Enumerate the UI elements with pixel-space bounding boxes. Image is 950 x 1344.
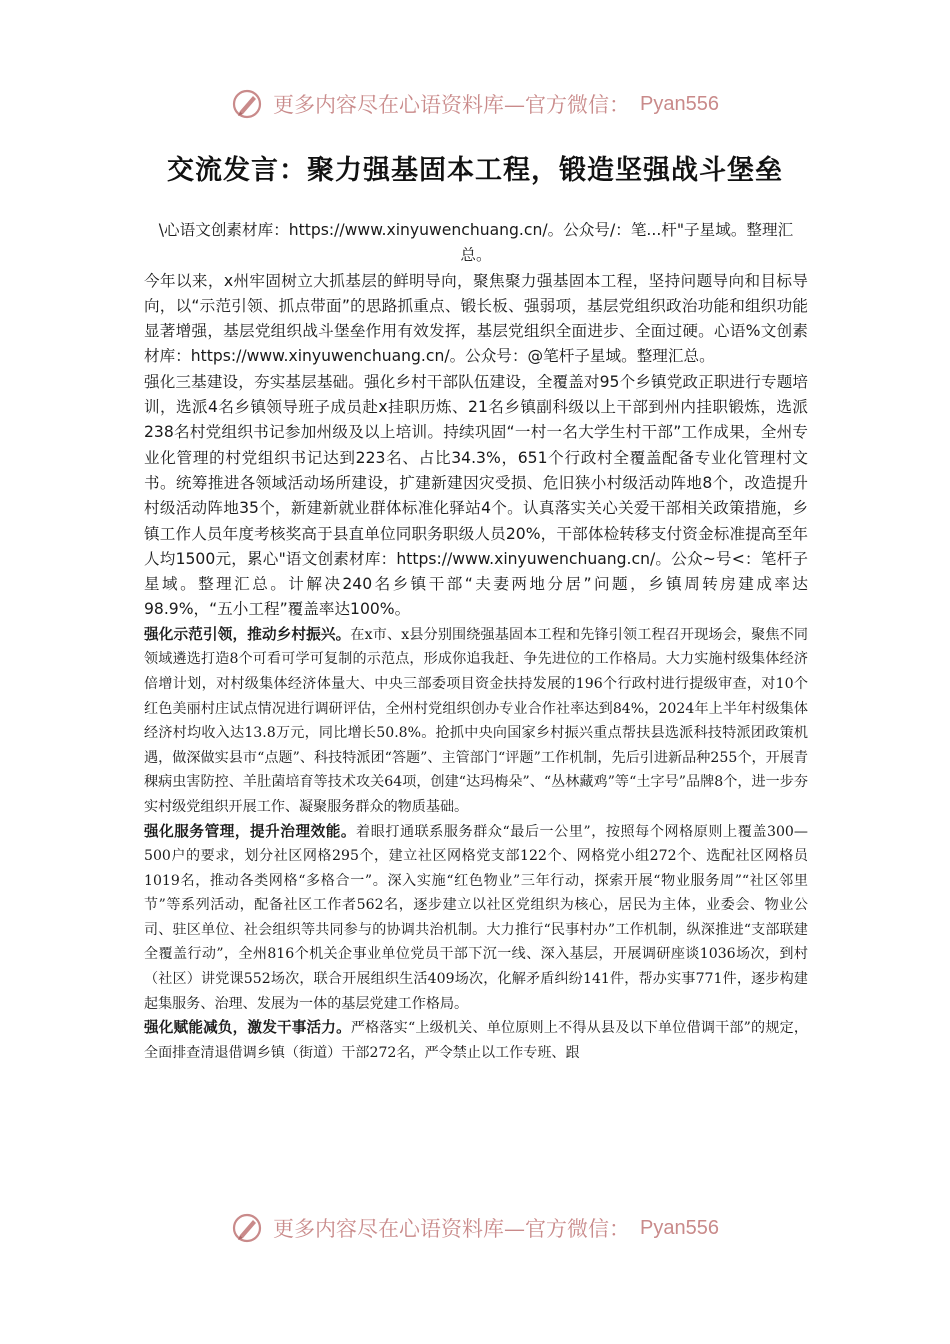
source-line: \心语文创素材库：https://www.xinyuwenchuang.cn/。公众号/：笔...杆"子星域。整理汇总。	[158, 221, 794, 265]
document-body	[144, 218, 808, 1198]
banner-wechat-id: Pyan556	[640, 92, 719, 115]
banner-text: 更多内容尽在心语资料库—官方微信：	[273, 93, 631, 117]
pen-logo-icon	[231, 1212, 263, 1244]
paragraph-body: 着眼打通联系服务群众“最后一公里”，按照每个网格原则上覆盖300—500户的要求，划分社区网格295个，建立社区网格党支部122个、网格党小组272个、选配社区网格员1019名，推动各类网格“多格合一”。深入实施“红色物业”三年行动，探索开展“物业服务周”“社区邻里节”等系列活动，配备社区工作者562名，逐步建立以社区党组织为核心，居民为主体，业委会、物业公司、驻区单位、社会组织等共同参与的协调共治机制。大力推行“民事村办”工作机制，纵深推进“支部联建全覆盖行动”，全州816个机关企事业单位党员干部下沉一线、深入基层，开展调研座谈1036场次，到村（社区）讲党课552场次，联合开展组织生活409场次，化解矛盾纠纷141件，帮办实事771件，逐步构建起集服务、治理、发展为一体的基层党建工作格局。	[144, 823, 808, 1012]
banner-wechat-id: Pyan556	[640, 1216, 719, 1239]
footer-watermark-banner	[0, 1208, 950, 1248]
paragraph-demonstration	[144, 623, 808, 820]
paragraph-service-management	[144, 820, 808, 1017]
header-watermark-banner	[0, 84, 950, 124]
paragraph-body: 在x市、x县分别围绕强基固本工程和先锋引领工程召开现场会，聚焦不同领域遴选打造8个可看可学可复制的示范点，形成你追我赶、争先进位的工作格局。大力实施村级集体经济倍增计划，对村级集体经济体量大、中央三部委项目资金扶持发展的196个行政村进行提级审查，对10个红色美丽村庄试点情况进行调研评估，全州村党组织创办专业合作社率达到84%，2024年上半年村级集体经济村均收入达13.8万元，同比增长50.8%。抢抓中央向国家乡村振兴重点帮扶县选派科技特派团政策机遇，做深做实县市“点题”、科技特派团“答题”、主管部门“评题”工作机制，先后引进新品种255个，开展青稞病虫害防控、羊肚菌培育等技术攻关64项，创建“达玛梅朵”、“丛林藏鸡”等“土字号”品牌8个，进一步夯实村级党组织开展工作、凝聚服务群众的物质基础。	[144, 626, 808, 815]
paragraph-lead: 强化服务管理，提升治理效能。	[144, 822, 357, 840]
paragraph-lead: 强化赋能减负，激发干事活力。	[144, 1019, 351, 1037]
document-title: 交流发言：聚力强基固本工程，锻造坚强战斗堡垒	[167, 155, 783, 186]
intro-paragraph: 今年以来，x州牢固树立大抓基层的鲜明导向，聚焦聚力强基固本工程，坚持问题导向和目标导向，以“示范引领、抓点带面”的思路抓重点、锻长板、强弱项，基层党组织政治功能和组织功能显著增强，基层党组织战斗堡垒作用有效发挥，基层党组织全面进步、全面过硬。心语%文创素材库：https://www.xinyuwenchuang.cn/。公众号：@笔杆子星域。整理汇总。	[144, 271, 808, 366]
pen-logo-icon	[231, 88, 263, 120]
paragraph-lead: 强化示范引领，推动乡村振兴。	[144, 625, 351, 643]
banner-text: 更多内容尽在心语资料库—官方微信：	[273, 1217, 631, 1241]
paragraph-body: 严格落实“上级机关、单位原则上不得从县及以下单位借调干部”的规定，全面排查清退借调乡镇（街道）干部272名，严令禁止以工作专班、跟	[144, 1020, 808, 1061]
paragraph-burden-reduction	[144, 1016, 808, 1065]
paragraph-basic-construction: 强化三基建设，夯实基层基础。强化乡村干部队伍建设，全覆盖对95个乡镇党政正职进行专题培训，选派4名乡镇领导班子成员赴x挂职历炼、21名乡镇副科级以上干部到州内挂职锻炼，选派238名村党组织书记参加州级及以上培训。持续巩固“一村一名大学生村干部”工作成果，全州专业化管理的村党组织书记达到223名、占比34.3%，651个行政村全覆盖配备专业化管理村文书。统筹推进各领域活动场所建设，扩建新建因灾受损、危旧狭小村级活动阵地8个，改造提升村级活动阵地35个，新建新就业群体标准化驿站4个。认真落实关心关爱干部相关政策措施，乡镇工作人员年度考核奖高于县直单位同职务职级人员20%，干部体检转移支付资金标准提高至年人均1500元，累心"语文创素材库：https://www.xinyuwenchuang.cn/。公众~号<：笔杆子星域。整理汇总。计解决240名乡镇干部“夫妻两地分居”问题，乡镇周转房建成率达98.9%，“五小工程”覆盖率达100%。	[144, 372, 808, 619]
